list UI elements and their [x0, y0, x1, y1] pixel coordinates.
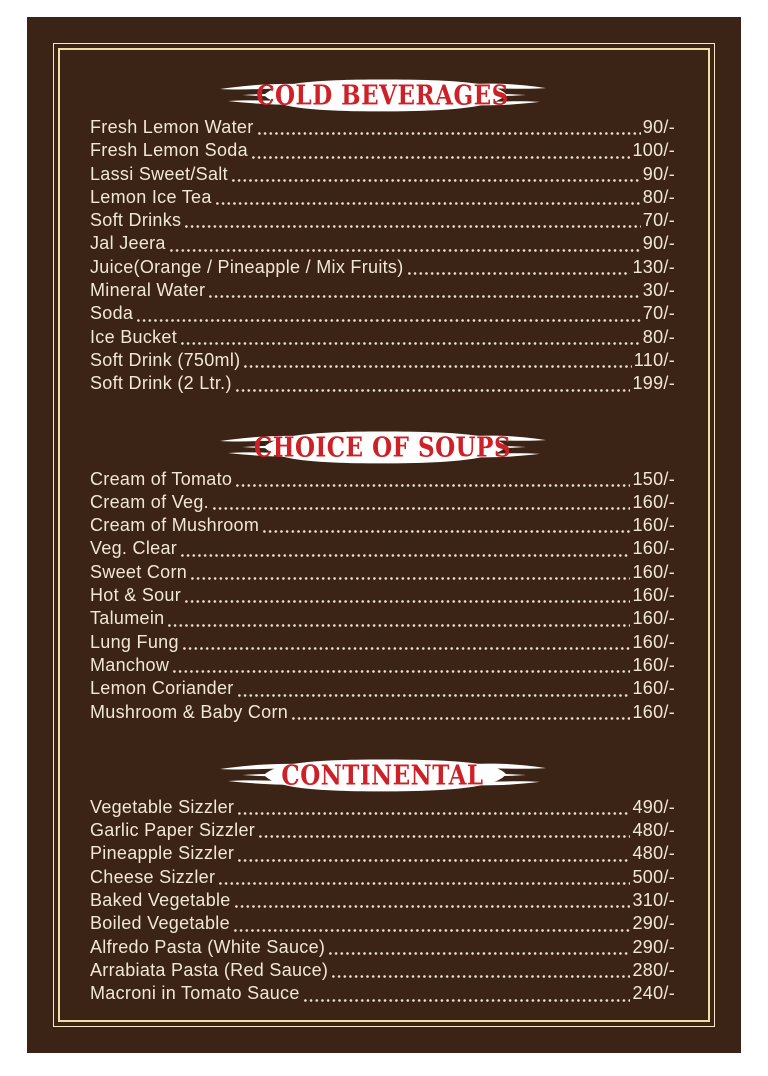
item-name: Lemon Coriander [90, 678, 234, 699]
menu-item-row [90, 373, 675, 396]
menu-item-row [90, 327, 675, 350]
item-name: Talumein [90, 608, 165, 629]
menu-item-row [90, 678, 675, 701]
menu-item-row [90, 140, 675, 163]
section-continental [90, 756, 675, 1007]
menu-item-row [90, 164, 675, 187]
item-price: 90/- [642, 233, 675, 254]
item-name: Garlic Paper Sizzler [90, 820, 256, 841]
dotted-leader [236, 484, 630, 487]
dotted-leader [181, 554, 630, 557]
menu-item-row [90, 867, 675, 890]
dotted-leader [185, 225, 640, 228]
menu-item-row [90, 515, 675, 538]
item-price: 80/- [642, 186, 675, 207]
item-price: 160/- [632, 678, 675, 699]
menu-item-row [90, 983, 675, 1006]
menu-item-row [90, 632, 675, 655]
menu-item-row [90, 797, 675, 820]
item-name: Sweet Corn [90, 561, 188, 582]
item-price: 160/- [632, 608, 675, 629]
menu-item-row [90, 960, 675, 983]
menu-item-row [90, 233, 675, 256]
item-name: Soda [90, 303, 134, 324]
menu-item-row [90, 350, 675, 373]
item-price: 290/- [632, 913, 675, 934]
menu-item-row [90, 187, 675, 210]
section-title: CONTINENTAL [281, 758, 484, 791]
item-name: Lung Fung [90, 631, 179, 652]
item-name: Lassi Sweet/Salt [90, 163, 228, 184]
dotted-leader [238, 694, 631, 697]
menu-item-row [90, 280, 675, 303]
menu-item-row [90, 843, 675, 866]
menu-item-row [90, 492, 675, 515]
dotted-leader [232, 179, 641, 182]
item-price: 310/- [632, 890, 675, 911]
section-cold-beverages [90, 76, 675, 397]
section-items [90, 469, 675, 725]
menu-item-row [90, 257, 675, 280]
dotted-leader [209, 295, 641, 298]
dotted-leader [235, 905, 631, 908]
item-price: 80/- [642, 326, 675, 347]
dotted-leader [244, 365, 631, 368]
item-price: 160/- [632, 585, 675, 606]
item-name: Soft Drink (2 Ltr.) [90, 373, 232, 394]
item-name: Mushroom & Baby Corn [90, 701, 289, 722]
item-name: Veg. Clear [90, 538, 178, 559]
item-name: Hot & Sour [90, 585, 182, 606]
item-name: Ice Bucket [90, 326, 178, 347]
item-name: Arrabiata Pasta (Red Sauce) [90, 959, 329, 980]
item-name: Mineral Water [90, 280, 206, 301]
dotted-leader [191, 577, 630, 580]
dotted-leader [236, 389, 631, 392]
dotted-leader [216, 202, 641, 205]
dotted-leader [234, 929, 631, 932]
section-items [90, 117, 675, 397]
dotted-leader [292, 717, 630, 720]
item-name: Vegetable Sizzler [90, 796, 235, 817]
section-header [218, 428, 548, 466]
section-header [218, 76, 548, 114]
dotted-leader [252, 156, 631, 159]
item-price: 480/- [632, 843, 675, 864]
menu-item-row [90, 890, 675, 913]
menu-item-row [90, 538, 675, 561]
dotted-leader [137, 319, 641, 322]
dotted-leader [170, 249, 641, 252]
dotted-leader [332, 975, 630, 978]
item-price: 160/- [632, 538, 675, 559]
menu-item-row [90, 655, 675, 678]
dotted-leader [168, 624, 630, 627]
dotted-leader [213, 507, 631, 510]
item-price: 160/- [632, 631, 675, 652]
item-price: 500/- [632, 866, 675, 887]
item-name: Fresh Lemon Soda [90, 140, 248, 161]
item-name: Soft Drinks [90, 210, 182, 231]
item-price: 100/- [632, 140, 675, 161]
item-price: 290/- [632, 936, 675, 957]
menu-item-row [90, 303, 675, 326]
item-price: 90/- [642, 163, 675, 184]
dotted-leader [238, 859, 630, 862]
menu-item-row [90, 562, 675, 585]
dotted-leader [219, 882, 630, 885]
item-name: Baked Vegetable [90, 890, 231, 911]
dotted-leader [238, 812, 630, 815]
dotted-leader [173, 670, 630, 673]
dotted-leader [181, 342, 641, 345]
item-name: Juice(Orange / Pineapple / Mix Fruits) [90, 256, 404, 277]
item-name: Alfredo Pasta (White Sauce) [90, 936, 326, 957]
item-price: 110/- [633, 349, 675, 370]
item-price: 240/- [632, 983, 675, 1004]
item-name: Cream of Veg. [90, 491, 209, 512]
item-name: Jal Jeera [90, 233, 166, 254]
item-price: 160/- [632, 654, 675, 675]
menu-item-row [90, 117, 675, 140]
menu-item-row [90, 210, 675, 233]
item-name: Lemon Ice Tea [90, 186, 212, 207]
item-name: Boiled Vegetable [90, 913, 230, 934]
item-price: 90/- [642, 117, 675, 137]
item-name: Macroni in Tomato Sauce [90, 983, 300, 1004]
dotted-leader [263, 530, 630, 533]
item-name: Cheese Sizzler [90, 866, 216, 887]
item-price: 199/- [632, 373, 675, 394]
dotted-leader [408, 272, 631, 275]
dotted-leader [259, 835, 630, 838]
section-choice-of-soups [90, 428, 675, 725]
menu-item-row [90, 702, 675, 725]
item-price: 160/- [632, 701, 675, 722]
section-header [218, 756, 548, 794]
item-price: 70/- [642, 210, 675, 231]
section-items [90, 797, 675, 1007]
item-name: Soft Drink (750ml) [90, 349, 241, 370]
item-price: 280/- [632, 959, 675, 980]
item-name: Fresh Lemon Water [90, 117, 254, 137]
menu-item-row [90, 820, 675, 843]
section-title: CHOICE OF SOUPS [253, 430, 512, 463]
item-name: Cream of Mushroom [90, 515, 260, 536]
menu-item-row [90, 585, 675, 608]
menu-item-row [90, 937, 675, 960]
item-name: Pineapple Sizzler [90, 843, 235, 864]
menu-item-row [90, 469, 675, 492]
menu-item-row [90, 608, 675, 631]
item-price: 130/- [632, 256, 675, 277]
menu-item-row [90, 913, 675, 936]
menu-board [27, 17, 741, 1053]
dotted-leader [183, 647, 631, 650]
dotted-leader [304, 999, 631, 1002]
item-price: 30/- [642, 280, 675, 301]
item-price: 70/- [642, 303, 675, 324]
menu-content [90, 46, 675, 1013]
dotted-leader [185, 600, 630, 603]
item-price: 490/- [632, 796, 675, 817]
item-price: 150/- [632, 468, 675, 489]
item-price: 160/- [632, 561, 675, 582]
item-name: Cream of Tomato [90, 468, 233, 489]
item-price: 160/- [632, 515, 675, 536]
dotted-leader [258, 132, 641, 135]
item-price: 160/- [632, 491, 675, 512]
section-title: COLD BEVERAGES [256, 79, 509, 111]
dotted-leader [329, 952, 630, 955]
item-price: 480/- [632, 820, 675, 841]
item-name: Manchow [90, 654, 170, 675]
